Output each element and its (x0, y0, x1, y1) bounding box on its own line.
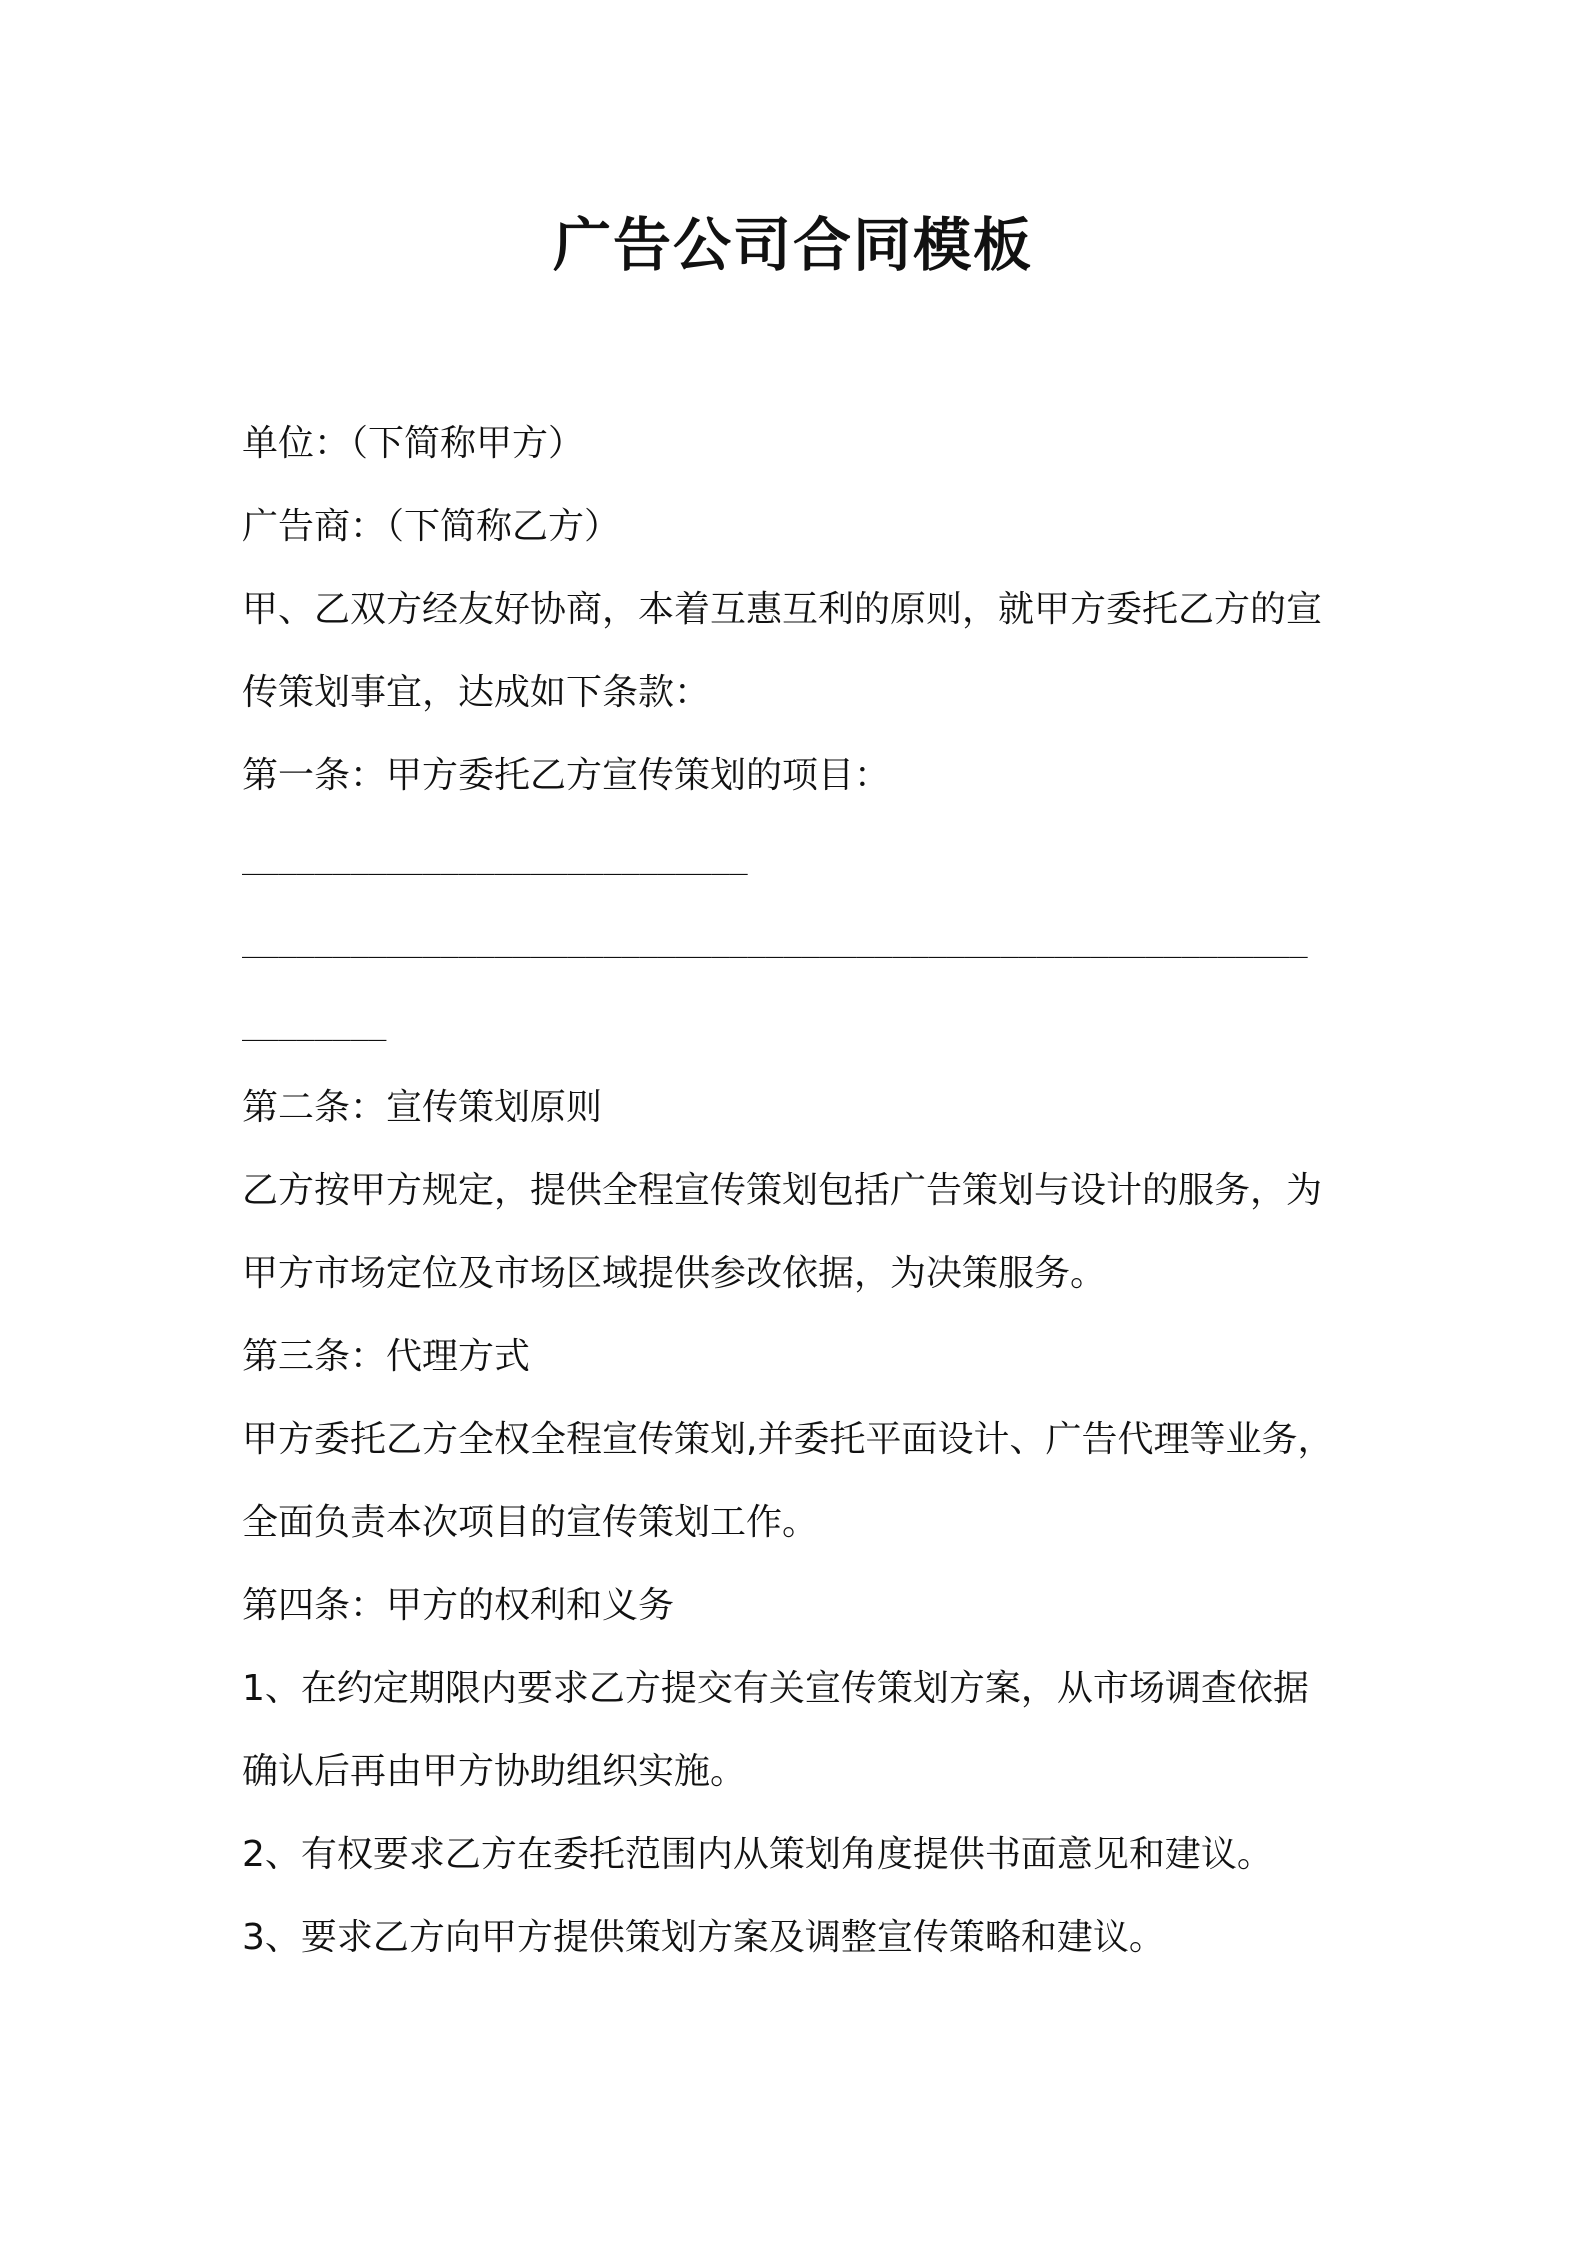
article-2-text-1: 乙方按甲方规定，提供全程宣传策划包括广告策划与设计的服务，为 (242, 1170, 1323, 1211)
article-3-text-1: 甲方委托乙方全权全程宣传策划,并委托平面设计、广告代理等业务， (242, 1419, 1334, 1460)
article-3-heading: 第三条：代理方式 (242, 1336, 531, 1377)
document-title: 广告公司合同模板 (552, 211, 1033, 279)
blank-line-3: ________ (242, 1007, 387, 1042)
article-4-item-2: 2、有权要求乙方在委托范围内从策划角度提供书面意见和建议。 (242, 1834, 1273, 1875)
article-1-heading: 第一条：甲方委托乙方宣传策划的项目： (242, 755, 891, 796)
article-4-item-3: 3、要求乙方向甲方提供策划方案及调整宣传策略和建议。 (242, 1917, 1165, 1958)
preamble-line-2: 传策划事宜，达成如下条款： (242, 672, 711, 713)
blank-line-2: ___________________________________________________________ (242, 924, 1308, 959)
document-body (242, 402, 1362, 1979)
blank-line-1: ____________________________ (242, 841, 748, 876)
party-a-line: 单位：（下简称甲方） (242, 423, 585, 464)
party-b-line: 广告商：（下简称乙方） (242, 506, 621, 547)
article-4-heading: 第四条：甲方的权利和义务 (242, 1585, 675, 1626)
article-3-text-2: 全面负责本次项目的宣传策划工作。 (242, 1502, 819, 1543)
article-4-item-1-line-1: 1、在约定期限内要求乙方提交有关宣传策划方案，从市场调查依据 (242, 1668, 1309, 1709)
article-2-text-2: 甲方市场定位及市场区域提供参改依据，为决策服务。 (242, 1253, 1107, 1294)
article-4-item-1-line-2: 确认后再由甲方协助组织实施。 (242, 1751, 747, 1792)
article-2-heading: 第二条：宣传策划原则 (242, 1087, 603, 1128)
preamble-line-1: 甲、乙双方经友好协商，本着互惠互利的原则，就甲方委托乙方的宣 (242, 589, 1323, 630)
